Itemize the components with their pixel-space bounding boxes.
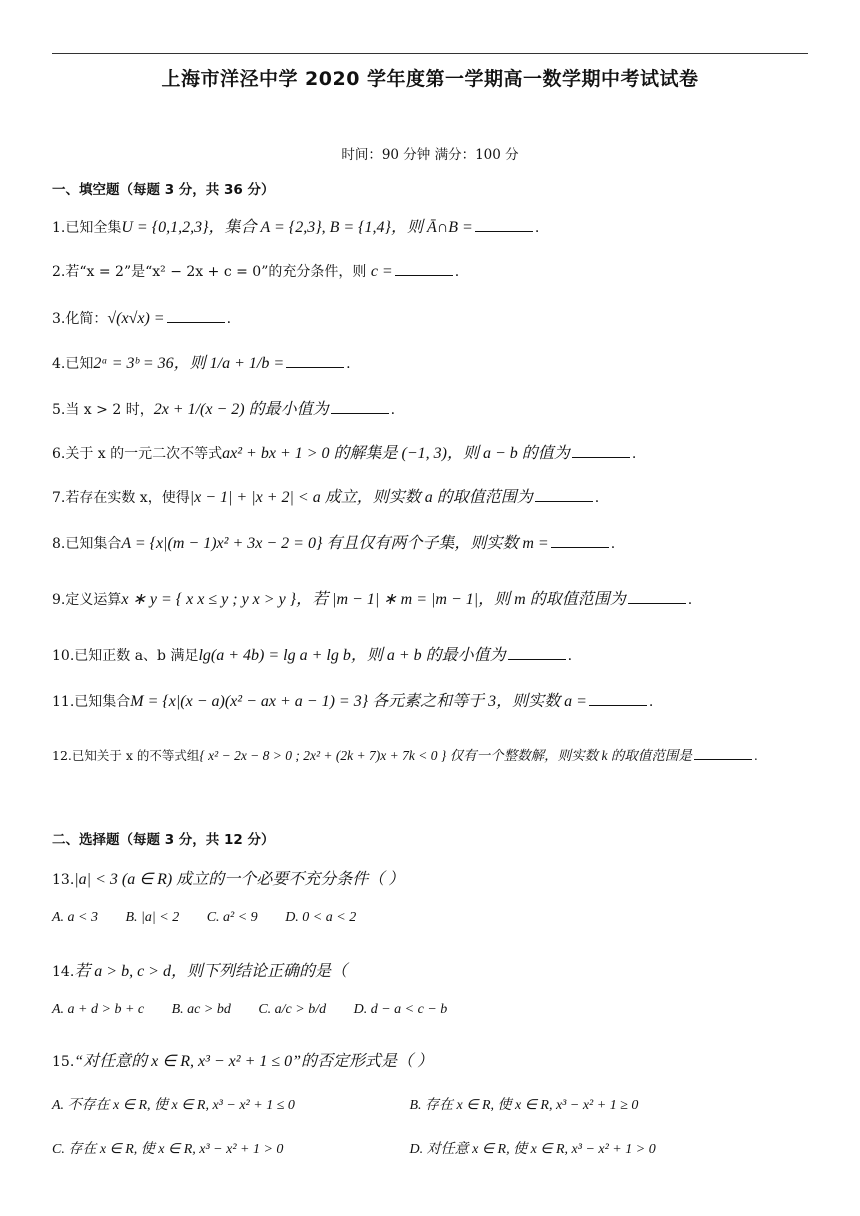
question-math: A = {x|(m − 1)x² + 3x − 2 = 0} 有且仅有两个子集，则实数 m = <box>121 535 549 552</box>
option-c[interactable]: C. a² < 9 <box>206 910 258 925</box>
question-number: 6. <box>52 446 66 462</box>
question-text: 已知集合 <box>65 536 122 552</box>
question-number: 12. <box>52 748 72 763</box>
question-text: 若存在实数 x，使得 <box>65 490 190 506</box>
question-9: 9.定义运算x ∗ y = { x x ≤ y ; y x > y }，若 |m − 1| ∗ m = |m − 1|，则 m 的取值范围为 . <box>52 591 693 608</box>
question-6: 6.关于 x 的一元二次不等式ax² + bx + 1 > 0 的解集是 (−1, 3)，则 a − b 的值为 . <box>52 445 637 462</box>
question-math: x ∗ y = { x x ≤ y ; y x > y }，若 |m − 1| ∗ m = |m − 1|，则 m 的取值范围为 <box>121 591 626 608</box>
answer-blank[interactable] <box>286 367 344 368</box>
question-number: 11. <box>52 694 75 710</box>
answer-blank[interactable] <box>589 705 647 706</box>
question-math: ax² + bx + 1 > 0 的解集是 (−1, 3)，则 a − b 的值为 <box>222 445 570 462</box>
option-a[interactable]: A. 不存在 x ∈ R, 使 x ∈ R, x³ − x² + 1 ≤ 0 <box>52 1098 295 1113</box>
question-8: 8.已知集合A = {x|(m − 1)x² + 3x − 2 = 0} 有且仅有两个子集，则实数 m = . <box>52 535 616 552</box>
question-12: 12.已知关于 x 的不等式组{ x² − 2x − 8 > 0 ; 2x² + (2k + 7)x + 7k < 0 } 仅有一个整数解，则实数 k 的取值范围是 . <box>52 748 758 763</box>
question-number: 9. <box>52 592 66 608</box>
option-a[interactable]: A. a + d > b + c <box>52 1002 145 1017</box>
question-14 <box>52 958 347 981</box>
exam-info: 时间：90 分钟 满分：100 分 <box>341 147 519 163</box>
option-c[interactable]: C. a/c > b/d <box>258 1002 327 1017</box>
question-math: M = {x|(x − a)(x² − ax + a − 1) = 3} 各元素之和等于 3，则实数 a = <box>130 693 587 710</box>
question-7: 7.若存在实数 x，使得|x − 1| + |x + 2| < a 成立，则实数 a 的取值范围为 . <box>52 489 600 506</box>
answer-blank[interactable] <box>475 231 533 232</box>
option-b[interactable]: B. |a| < 2 <box>125 910 180 925</box>
question-text: 已知关于 x 的不等式组 <box>71 748 200 763</box>
question-text: 关于 x 的一元二次不等式 <box>65 446 223 462</box>
question-number: 5. <box>52 402 66 418</box>
question-math: |x − 1| + |x + 2| < a 成立，则实数 a 的取值范围为 <box>189 489 533 506</box>
question-math: U = {0,1,2,3}，集合 A = {2,3}, B = {1,4}，则 Ā∩B = <box>121 219 473 236</box>
question-10: 10.已知正数 a、b 满足lg(a + 4b) = lg a + lg b，则 a + b 的最小值为 . <box>52 647 573 664</box>
question-text: 已知集合 <box>74 694 131 710</box>
question-math: lg(a + 4b) = lg a + lg b，则 a + b 的最小值为 <box>198 647 506 664</box>
question-math: √(x√x) = <box>107 310 165 327</box>
question-number: 13. <box>52 872 75 888</box>
section-heading-fill-in: 一、填空题（每题 3 分，共 36 分） <box>52 182 275 198</box>
question-number: 15. <box>52 1054 75 1070</box>
question-text: 若 a > b, c > d，则下列结论正确的是（ <box>74 963 347 980</box>
option-d[interactable]: D. d − a < c − b <box>353 1002 448 1017</box>
question-number: 1. <box>52 220 66 236</box>
question-11: 11.已知集合M = {x|(x − a)(x² − ax + a − 1) = 3} 各元素之和等于 3，则实数 a = . <box>52 693 654 710</box>
question-number: 14. <box>52 964 75 980</box>
options-14 <box>52 1002 471 1018</box>
question-math: 2ᵃ = 3ᵇ = 36，则 1/a + 1/b = <box>93 355 285 372</box>
question-1: 1.已知全集U = {0,1,2,3}，集合 A = {2,3}, B = {1,4}，则 Ā∩B = . <box>52 219 540 236</box>
answer-blank[interactable] <box>628 603 686 604</box>
question-text: 当 x > 2 时， <box>65 402 154 418</box>
question-text: 定义运算 <box>65 592 122 608</box>
question-math: 2x + 1/(x − 2) 的最小值为 <box>153 401 329 418</box>
question-text: 已知 <box>65 356 94 372</box>
question-text: 若“x = 2”是“x² − 2x + c = 0”的充分条件，则 <box>65 264 367 280</box>
question-15 <box>52 1048 433 1071</box>
options-13 <box>52 910 380 926</box>
question-5: 5.当 x > 2 时，2x + 1/(x − 2) 的最小值为 . <box>52 401 396 418</box>
answer-blank[interactable] <box>508 659 566 660</box>
options-15-row1 <box>52 1094 662 1114</box>
answer-blank[interactable] <box>167 322 225 323</box>
question-4: 4.已知2ᵃ = 3ᵇ = 36，则 1/a + 1/b = . <box>52 355 351 372</box>
answer-blank[interactable] <box>572 457 630 458</box>
question-text: |a| < 3 (a ∈ R) 成立的一个必要不充分条件（ ） <box>74 871 405 888</box>
question-text: 已知正数 a、b 满足 <box>74 648 199 664</box>
page-title: 上海市洋泾中学 2020 学年度第一学期高一数学期中考试试卷 <box>161 68 699 90</box>
option-c[interactable]: C. 存在 x ∈ R, 使 x ∈ R, x³ − x² + 1 > 0 <box>52 1142 284 1157</box>
question-number: 8. <box>52 536 66 552</box>
options-15-row2 <box>52 1138 680 1158</box>
answer-blank[interactable] <box>395 275 453 276</box>
question-number: 4. <box>52 356 66 372</box>
question-3: 3.化简：√(x√x) = . <box>52 310 232 327</box>
answer-blank[interactable] <box>331 413 389 414</box>
question-number: 2. <box>52 264 66 280</box>
section-heading-multiple-choice: 二、选择题（每题 3 分，共 12 分） <box>52 832 275 848</box>
option-b[interactable]: B. ac > bd <box>171 1002 231 1017</box>
question-2: 2.若“x = 2”是“x² − 2x + c = 0”的充分条件，则 c = . <box>52 263 460 280</box>
option-d[interactable]: D. 对任意 x ∈ R, 使 x ∈ R, x³ − x² + 1 > 0 <box>409 1142 656 1157</box>
question-math: c = <box>370 263 393 280</box>
answer-blank[interactable] <box>694 759 752 760</box>
question-text: 化简： <box>65 311 108 327</box>
answer-blank[interactable] <box>535 501 593 502</box>
header-rule <box>52 53 808 54</box>
question-math: { x² − 2x − 8 > 0 ; 2x² + (2k + 7)x + 7k < 0 } 仅有一个整数解，则实数 k 的取值范围是 <box>199 748 692 763</box>
option-a[interactable]: A. a < 3 <box>52 910 98 925</box>
question-number: 10. <box>52 648 75 664</box>
question-text: “对任意的 x ∈ R, x³ − x² + 1 ≤ 0”的否定形式是（ ） <box>74 1053 434 1070</box>
question-text: 已知全集 <box>65 220 122 236</box>
question-number: 3. <box>52 311 66 327</box>
question-13 <box>52 866 404 889</box>
option-d[interactable]: D. 0 < a < 2 <box>285 910 357 925</box>
answer-blank[interactable] <box>551 547 609 548</box>
option-b[interactable]: B. 存在 x ∈ R, 使 x ∈ R, x³ − x² + 1 ≥ 0 <box>409 1098 639 1113</box>
question-number: 7. <box>52 490 66 506</box>
